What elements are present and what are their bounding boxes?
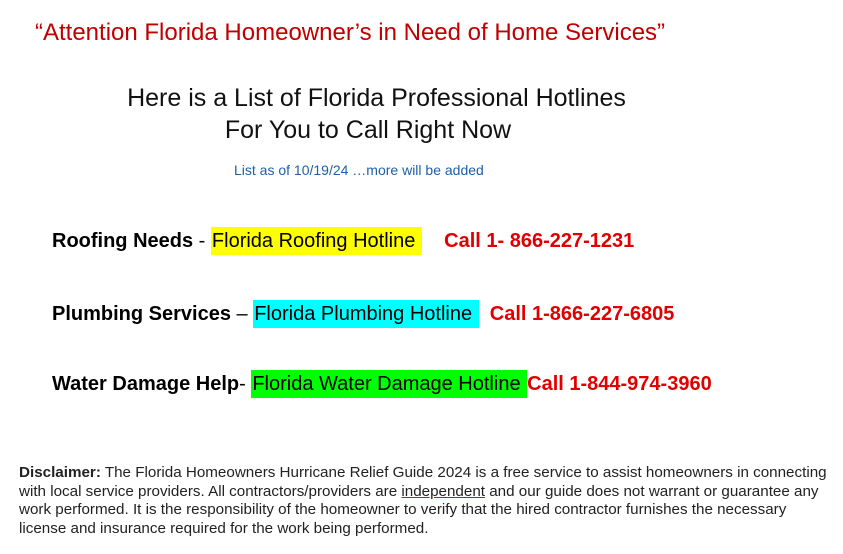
service-name: Plumbing Services — [52, 303, 231, 325]
separator: - — [239, 373, 252, 395]
hotline-label: Florida Plumbing Hotline — [253, 300, 478, 328]
disclaimer-label: Disclaimer: — [19, 464, 101, 481]
separator: - — [193, 230, 211, 252]
service-row-roofing — [52, 230, 634, 253]
phone-number[interactable]: Call 1- 866-227-1231 — [444, 230, 635, 252]
subtitle-line-1: Here is a List of Florida Professional Hotlines — [127, 84, 626, 112]
service-name: Roofing Needs — [52, 230, 194, 252]
disclaimer-text: The Florida Homeowners Hurricane Relief Guide 2024 is a free service to assist homeowners in connecting with local service providers. All contractors/providers are — [19, 464, 827, 500]
list-date-note: List as of 10/19/24 …more will be added — [234, 162, 484, 178]
phone-number[interactable]: Call 1-866-227-6805 — [489, 303, 675, 325]
disclaimer-text-end: and our guide does not warrant or guarantee any work performed. It is the responsibility of the homeowner to verify that the hired contractor furnishes the necessary license and insurance required for the work being performed. — [19, 482, 819, 537]
service-name: Water Damage Help — [52, 373, 240, 395]
subtitle-line-2: For You to Call Right Now — [224, 116, 512, 144]
phone-number[interactable]: Call 1-844-974-3960 — [527, 373, 712, 395]
hotline-label: Florida Water Damage Hotline — [251, 370, 527, 398]
separator: – — [230, 303, 254, 325]
hotline-label: Florida Roofing Hotline — [211, 227, 422, 255]
headline: “Attention Florida Homeowner’s in Need of Home Services” — [35, 19, 666, 46]
service-row-water-damage — [52, 373, 712, 396]
service-row-plumbing — [52, 303, 674, 326]
disclaimer — [19, 464, 829, 538]
disclaimer-underlined-word: independent — [401, 482, 485, 500]
